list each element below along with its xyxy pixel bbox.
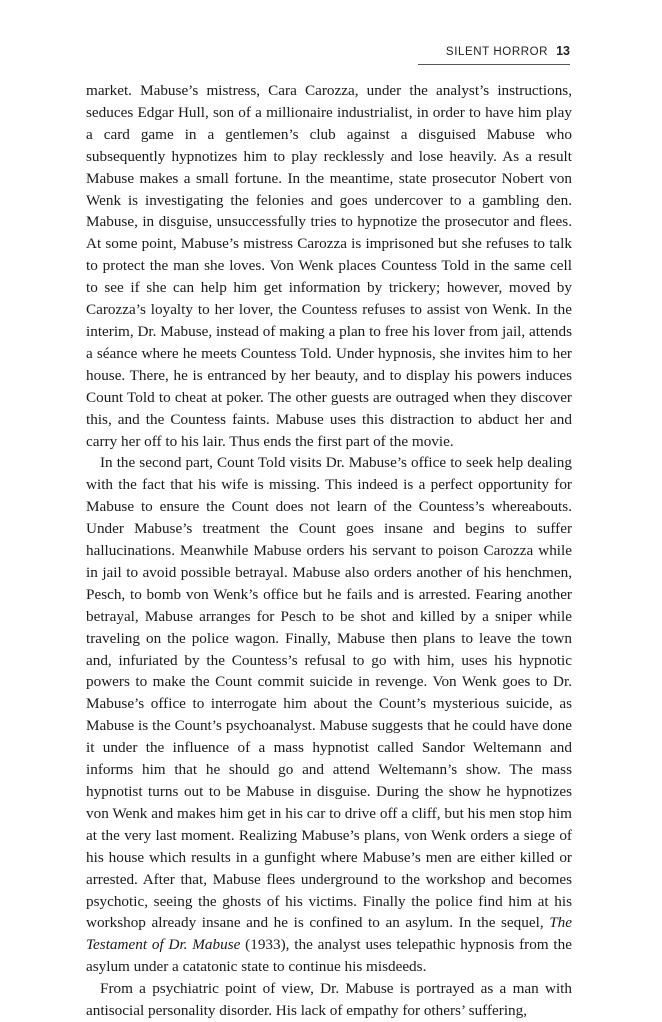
paragraph-1: market. Mabuse’s mistress, Cara Carozza, under the analyst’s instructions, seduces Edgar Hull, son of a millionaire industrialist, in order to have him play a card game in a gentlemen’s club against a disguised Mabuse who subsequently hypnotizes him to play recklessly and lose heavily. As a result Mabuse makes a small fortune. In the meantime, state prosecutor Nobert von Wenk is investigating the felonies and goes undercover to a gambling den. Mabuse, in disguise, unsuccessfully tries to hypnotize the prosecutor and flees. At some point, Mabuse’s mistress Carozza is imprisoned but she refuses to talk to protect the man she loves. Von Wenk places Countess Told in the same cell to see if she can help him get information by trickery; however, moved by Carozza’s loyalty to her lover, the Countess refuses to assist von Wenk. In the interim, Dr. Mabuse, instead of making a plan to free his lover from jail, attends a séance where he meets Countess Told. Under hypnosis, she invites him to her house. There, he is entranced by her beauty, and to display his powers induces Count Told to cheat at poker. The other guests are outraged when they discover this, and the Countess faints. Mabuse uses this distraction to abduct her and carry her off to his lair. Thus ends the first part of the movie. [86, 82, 572, 450]
page-number: 13 [556, 44, 570, 58]
paragraph-2 [86, 452, 572, 978]
running-title: SILENT HORROR [445, 46, 549, 58]
film-title: The Testament of Dr. Mabuse [86, 914, 572, 954]
paragraph-3: From a psychiatric point of view, Dr. Mabuse is portrayed as a man with antisocial personality disorder. His lack of empathy for others’ suffering, [86, 980, 572, 1020]
running-head [446, 44, 570, 58]
paragraph-2-text-b: (1933), the analyst uses telepathic hypnosis from the asylum under a catatonic state to continue his misdeeds. [86, 936, 572, 976]
body-text [86, 80, 572, 1022]
paragraph-2-text-a: In the second part, Count Told visits Dr. Mabuse’s office to seek help dealing with the fact that his wife is missing. This indeed is a perfect opportunity for Mabuse to ensure the Count does not learn of the Countess’s whereabouts. Under Mabuse’s treatment the Count goes insane and begins to suffer hallucinations. Meanwhile Mabuse orders his servant to poison Carozza while in jail to avoid possible betrayal. Mabuse also orders another of his henchmen, Pesch, to bomb von Wenk’s office but he fails and is arrested. Fearing another betrayal, Mabuse arranges for Pesch to be shot and killed by a sniper while traveling on the police wagon. Finally, Mabuse then plans to leave the town and, infuriated by the Countess’s refusal to go with him, uses his hypnotic powers to make the Count commit suicide in revenge. Von Wenk goes to Dr. Mabuse’s office to interrogate him about the Count’s mysterious suicide, as Mabuse is the Count’s psychoanalyst. Mabuse suggests that he could have done it under the influence of a mass hypnotist called Sandor Weltemann and informs him that he should go and attend Weltemann’s show. The mass hypnotist turns out to be Mabuse in disguise. During the show he hypnotizes von Wenk and makes him get in his car to drive off a cliff, but his men stop him at the very last moment. Realizing Mabuse’s plans, von Wenk orders a siege of his house which results in a gunfight where Mabuse’s men are either killed or arrested. After that, Mabuse flees underground to the workshop and becomes psychotic, seeing the ghosts of his victims. Finally the police find him at his workshop already insane and he is confined to an asylum. In the sequel, [86, 454, 572, 932]
header-rule [418, 64, 570, 65]
